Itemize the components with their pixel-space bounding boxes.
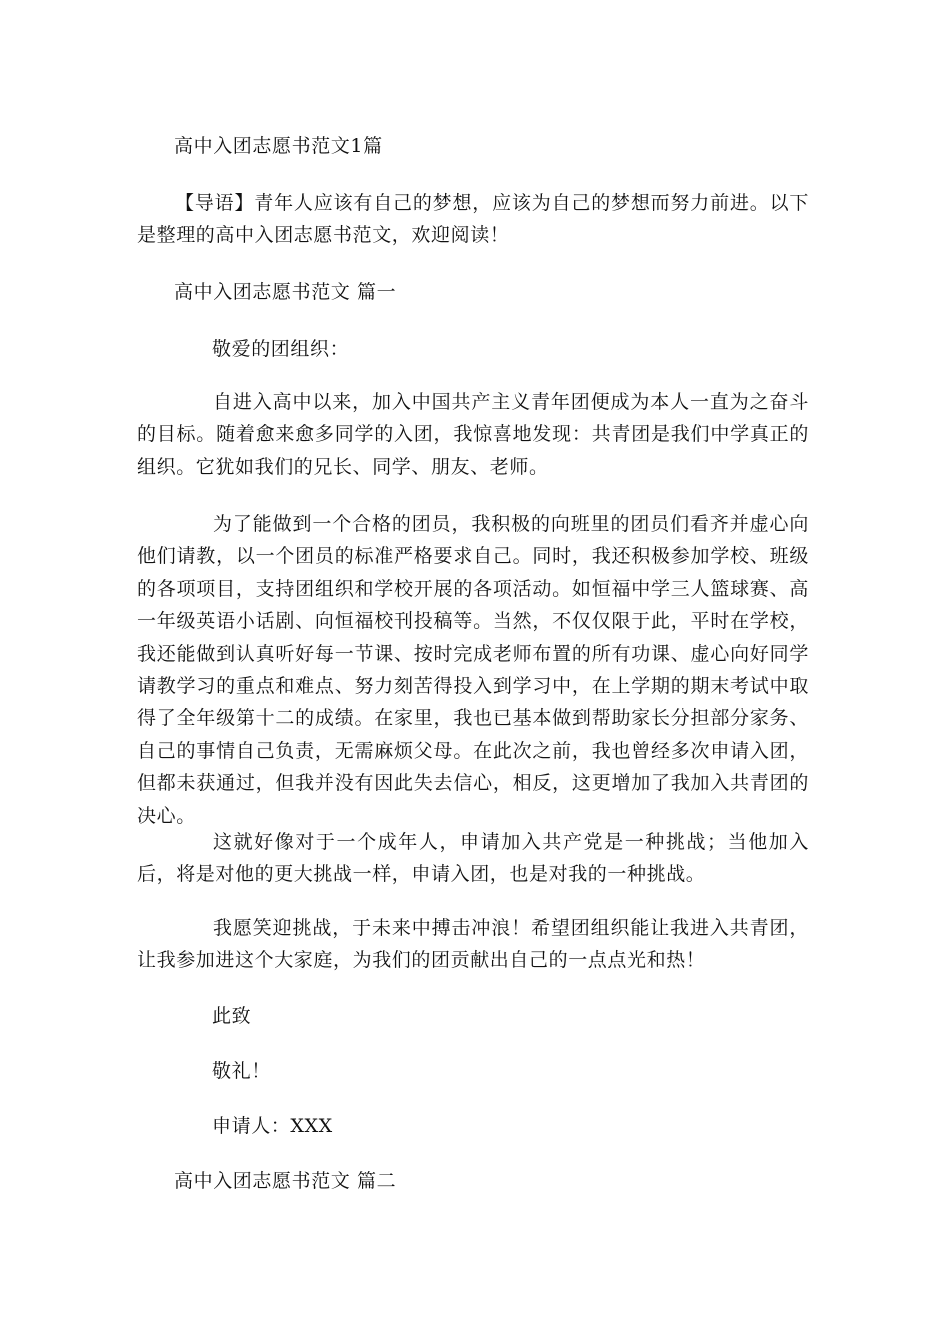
body-paragraph-3: 这就好像对于一个成年人，申请加入共产党是一种挑战；当他加入后，将是对他的更大挑战一样，申请入团，也是对我的一种挑战。	[137, 831, 809, 886]
signature: 申请人：XXX	[212, 1115, 333, 1137]
section-heading-1: 高中入团志愿书范文 篇一	[174, 281, 397, 303]
body-paragraph-1: 自进入高中以来，加入中国共产主义青年团便成为本人一直为之奋斗的目标。随着愈来愈多同学的入团，我惊喜地发现：共青团是我们中学真正的组织。它犹如我们的兄长、同学、朋友、老师。	[137, 391, 809, 478]
body-paragraph-4: 我愿笑迎挑战，于未来中搏击冲浪！希望团组织能让我进入共青团，让我参加进这个大家庭，为我们的团贡献出自己的一点点光和热！	[137, 917, 809, 972]
body-paragraph-2: 为了能做到一个合格的团员，我积极的向班里的团员们看齐并虚心向他们请教，以一个团员的标准严格要求自己。同时，我还积极参加学校、班级的各项项目，支持团组织和学校开展的各项活动。如恒福中学三人篮球赛、高一年级英语小话剧、向恒福校刊投稿等。当然，不仅仅限于此，平时在学校，我还能做到认真听好每一节课、按时完成老师布置的所有功课、虚心向好同学请教学习的重点和难点、努力刻苦得投入到学习中，在上学期的期末考试中取得了全年级第十二的成绩。在家里，我也已基本做到帮助家长分担部分家务、自己的事情自己负责，无需麻烦父母。在此次之前，我也曾经多次申请入团，但都未获通过，但我并没有因此失去信心，相反，这更增加了我加入共青团的决心。	[137, 513, 809, 827]
document-title: 高中入团志愿书范文1篇	[174, 135, 383, 157]
section-heading-2: 高中入团志愿书范文 篇二	[174, 1170, 397, 1192]
closing-line-1: 此致	[212, 1005, 252, 1027]
closing-line-2: 敬礼！	[212, 1060, 271, 1082]
salutation: 敬爱的团组织：	[212, 338, 350, 360]
intro-paragraph: 【导语】青年人应该有自己的梦想，应该为自己的梦想而努力前进。以下是整理的高中入团志愿书范文，欢迎阅读！	[137, 192, 809, 247]
